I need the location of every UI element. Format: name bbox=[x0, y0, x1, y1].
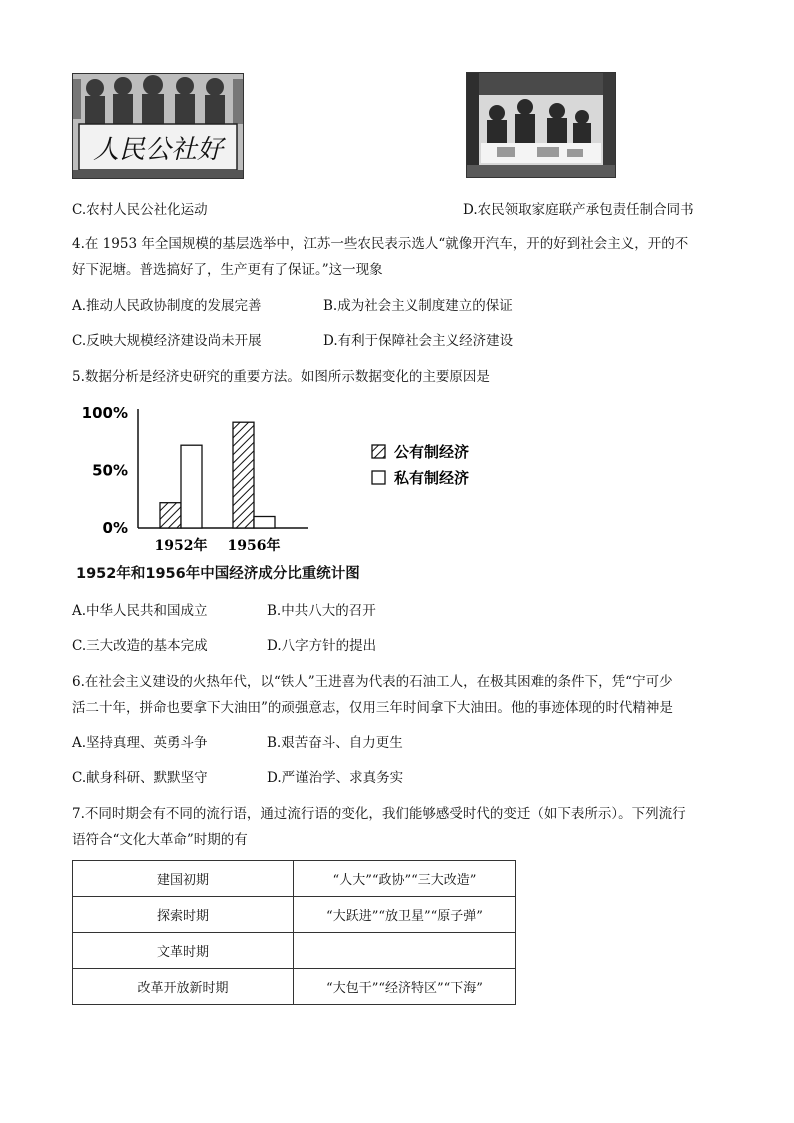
slang-table bbox=[72, 860, 516, 1005]
period-cell: 建国初期 bbox=[73, 861, 294, 897]
bar-public-0 bbox=[160, 503, 181, 528]
y-tick-label: 0% bbox=[102, 519, 128, 537]
q5-option-d: D.八字方针的提出 bbox=[267, 638, 377, 654]
legend-label: 公有制经济 bbox=[394, 443, 470, 461]
bar-private-1 bbox=[254, 517, 275, 529]
q6-option-d: D.严谨治学、求真务实 bbox=[267, 770, 404, 786]
terms-cell bbox=[294, 933, 516, 969]
economy-composition-bar-chart bbox=[80, 395, 500, 560]
q7-stem-line1: 7.不同时期会有不同的流行语，通过流行语的变化，我们能够感受时代的变迁（如下表所示）。下列流行 bbox=[72, 806, 686, 822]
q6-stem-line1: 6.在社会主义建设的火热年代，以“铁人”王进喜为代表的石油工人，在极其困难的条件下，凭“宁可少 bbox=[72, 674, 673, 690]
terms-cell: “人大”“政协”“三大改造” bbox=[294, 861, 516, 897]
poster-slogan: 人民公社好 bbox=[92, 135, 224, 165]
table-row bbox=[73, 861, 516, 897]
q7-stem-line2: 语符合“文化大革命”时期的有 bbox=[72, 832, 248, 848]
q4-option-c: C.反映大规模经济建设尚未开展 bbox=[72, 333, 262, 349]
period-cell: 文革时期 bbox=[73, 933, 294, 969]
x-tick-label: 1952年 bbox=[154, 538, 208, 554]
table-row bbox=[73, 933, 516, 969]
terms-cell: “大跃进”“放卫星”“原子弹” bbox=[294, 897, 516, 933]
legend-label: 私有制经济 bbox=[394, 469, 470, 487]
q6-option-b: B.艰苦奋斗、自力更生 bbox=[267, 735, 403, 751]
bar-public-1 bbox=[233, 422, 254, 528]
q4-stem-line1: 4.在 1953 年全国规模的基层选举中，江苏一些农民表示选人“就像开汽车，开的好到社会主义，开的不 bbox=[72, 236, 689, 252]
q6-stem-line2: 活二十年，拼命也要拿下大油田”的顽强意志，仅用三年时间拿下大油田。他的事迹体现的时代精神是 bbox=[72, 700, 673, 716]
q5-stem: 5.数据分析是经济史研究的重要方法。如图所示数据变化的主要原因是 bbox=[72, 369, 490, 385]
q4-option-a: A.推动人民政协制度的发展完善 bbox=[72, 298, 262, 314]
x-tick-label: 1956年 bbox=[227, 538, 281, 554]
q4-option-b: B.成为社会主义制度建立的保证 bbox=[323, 298, 513, 314]
terms-cell: “大包干”“经济特区”“下海” bbox=[294, 969, 516, 1005]
chart-title: 1952年和1956年中国经济成分比重统计图 bbox=[76, 566, 360, 582]
y-tick-label: 100% bbox=[81, 404, 128, 422]
y-tick-label: 50% bbox=[92, 461, 128, 480]
bar-private-0 bbox=[181, 445, 202, 528]
people-commune-poster-image bbox=[72, 73, 244, 179]
period-cell: 改革开放新时期 bbox=[73, 969, 294, 1005]
legend-swatch bbox=[372, 471, 385, 484]
q3-option-d: D.农民领取家庭联产承包责任制合同书 bbox=[463, 202, 694, 218]
q4-stem-line2: 好下泥塘。普选搞好了，生产更有了保证。”这一现象 bbox=[72, 262, 383, 278]
table-row bbox=[73, 969, 516, 1005]
q4-option-d: D.有利于保障社会主义经济建设 bbox=[323, 333, 514, 349]
farmers-contract-photo bbox=[466, 72, 616, 178]
q5-option-c: C.三大改造的基本完成 bbox=[72, 638, 208, 654]
q5-option-a: A.中华人民共和国成立 bbox=[72, 603, 208, 619]
q6-option-c: C.献身科研、默默坚守 bbox=[72, 770, 208, 786]
legend-swatch bbox=[372, 445, 385, 458]
period-cell: 探索时期 bbox=[73, 897, 294, 933]
table-row bbox=[73, 897, 516, 933]
q5-option-b: B.中共八大的召开 bbox=[267, 603, 376, 619]
q6-option-a: A.坚持真理、英勇斗争 bbox=[72, 735, 208, 751]
q3-option-c: C.农村人民公社化运动 bbox=[72, 202, 208, 218]
